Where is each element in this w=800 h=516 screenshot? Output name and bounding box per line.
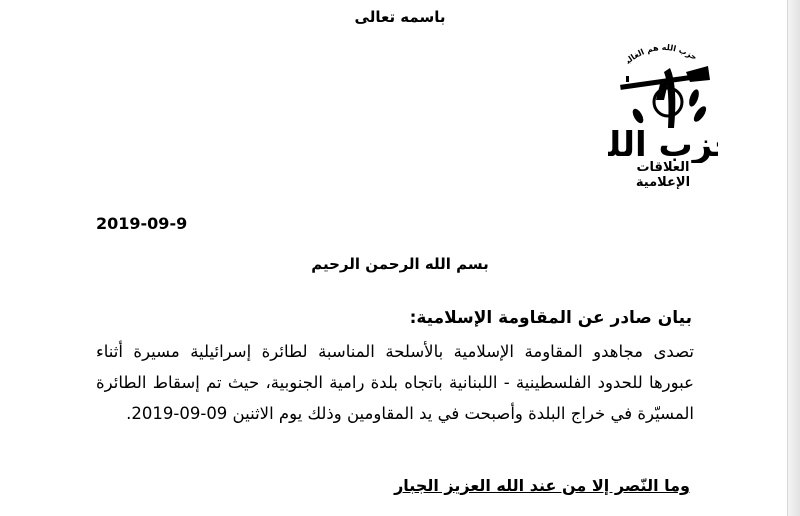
header-invocation: باسمه تعالى bbox=[354, 8, 446, 26]
closing-verse: وما النّصر إلا من عند الله العزيز الجبار bbox=[394, 476, 690, 495]
page-edge bbox=[787, 0, 800, 516]
media-relations-caption: العلاقات الإعلامية bbox=[635, 160, 691, 190]
statement-paragraph: تصدى مجاهدو المقاومة الإسلامية بالأسلحة المناسبة لطائرة إسرائيلية مسيرة أثناء عبورها للحدود الفلسطينية - اللبنانية باتجاه بلدة رامية الجنوبية، حيث تم إسقاط الطائرة المسيّرة في خراج البلدة وأصبحت في يد المقاومين وذلك يوم الاثنين 09-09-2019. bbox=[96, 342, 694, 423]
statement-body bbox=[96, 336, 694, 429]
emblem-icon bbox=[608, 28, 718, 163]
basmala: بسم الله الرحمن الرحيم bbox=[311, 255, 489, 273]
statement-title: بيان صادر عن المقاومة الإسلامية: bbox=[409, 308, 692, 328]
logo-emblem-text: زب الل bbox=[608, 125, 714, 163]
statement-date: 2019-09-9 bbox=[96, 214, 188, 233]
svg-text:فإن حزب الله هم الغالبون bbox=[608, 28, 701, 66]
logo-arc-text: حزب الله هم الغالب bbox=[623, 42, 699, 66]
